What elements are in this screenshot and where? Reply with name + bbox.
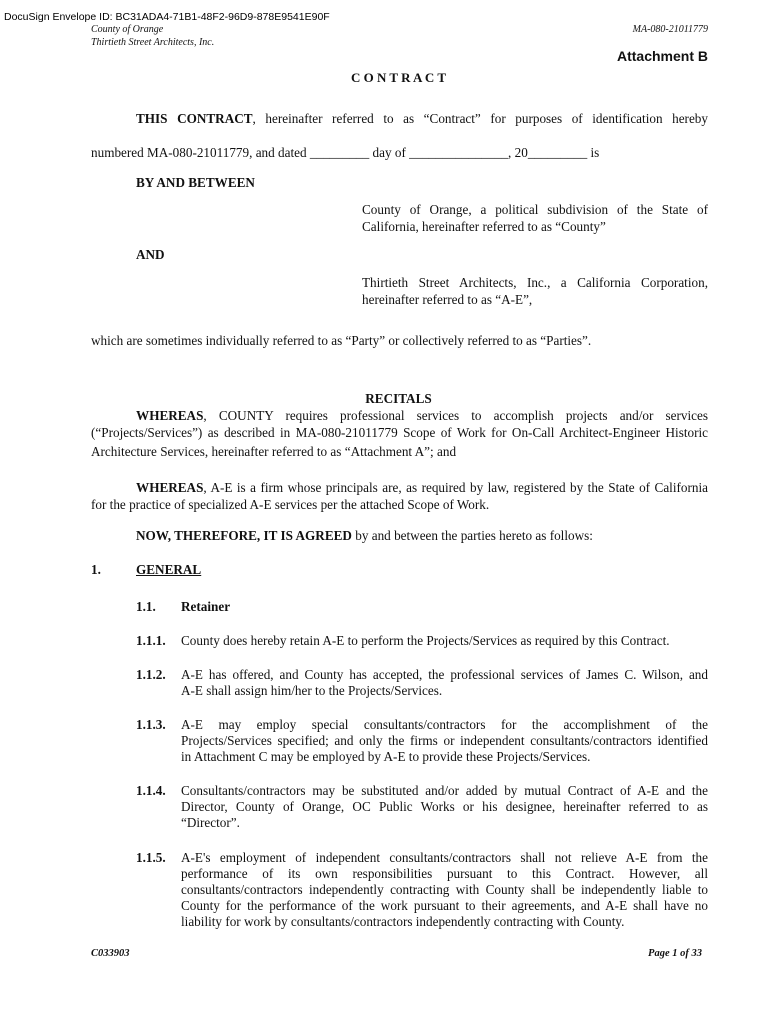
clause-line: liability for work by consultants/contractors independently contracting with County. xyxy=(181,914,625,929)
header-doc-number: MA-080-21011779 xyxy=(632,24,708,35)
attachment-label: Attachment B xyxy=(616,48,708,64)
whereas-1-line-3: Architecture Services, hereinafter referred to as “Attachment A”; and xyxy=(91,444,457,459)
ae-line-2: hereinafter referred to as “A-E”, xyxy=(362,292,533,307)
clause-line: County does hereby retain A-E to perform the Projects/Services as required by this Contract. xyxy=(181,633,670,648)
whereas-1-line-2: (“Projects/Services”) as described in MA-080-21011779 Scope of Work for On-Call Architect-Engineer Historic xyxy=(91,425,708,440)
by-and-between-heading: BY AND BETWEEN xyxy=(136,175,255,190)
county-line-2: California, hereinafter referred to as “County” xyxy=(362,219,606,234)
ae-line-1: Thirtieth Street Architects, Inc., a California Corporation, xyxy=(362,275,708,290)
section-1-title: GENERAL xyxy=(136,562,202,577)
clause-text xyxy=(181,783,708,831)
whereas-2-line-2: for the practice of specialized A-E services per the attached Scope of Work. xyxy=(91,497,490,512)
clause-line: A-E has offered, and County has accepted, the professional services of James C. Wilson, and xyxy=(181,667,708,682)
parties-definition: which are sometimes individually referred to as “Party” or collectively referred to as “Parties”. xyxy=(91,333,592,348)
clause-line: Projects/Services specified; and only the firms or independent consultants/contractors identified xyxy=(181,733,708,748)
clause-number: 1.1.5. xyxy=(136,850,166,865)
clause-number: 1.1.3. xyxy=(136,717,166,732)
clause-line: consultants/contractors independently contracting with County shall be independently liable to xyxy=(181,882,708,897)
clause-line: “Director”. xyxy=(181,815,240,830)
intro-line-2: numbered MA-080-21011779, and dated _________ day of _______________, 20_________ is xyxy=(91,145,600,160)
whereas-1-text: , COUNTY requires professional services to accomplish projects and/or services xyxy=(203,408,708,423)
header-party-2: Thirtieth Street Architects, Inc. xyxy=(91,37,215,48)
clause-line: performance of its own responsibilities pursuant to this Contract. However, all xyxy=(181,866,708,881)
clause-line: A-E shall assign him/her to the Projects/Services. xyxy=(181,683,443,698)
intro-lead: THIS CONTRACT xyxy=(136,111,253,126)
envelope-id: DocuSign Envelope ID: BC31ADA4-71B1-48F2-96D9-878E9541E90F xyxy=(4,11,330,23)
clause-text xyxy=(181,850,708,930)
county-line-1: County of Orange, a political subdivision of the State of xyxy=(362,202,708,217)
clause-text xyxy=(181,667,708,699)
contract-title: C O N T R A C T xyxy=(350,70,446,85)
now-therefore-line xyxy=(136,528,593,544)
whereas-2-keyword: WHEREAS xyxy=(136,480,204,495)
header-party-1: County of Orange xyxy=(91,24,164,35)
footer-code: C033903 xyxy=(91,948,130,959)
clause-line: A-E may employ special consultants/contractors for the accomplishment of the xyxy=(181,717,708,732)
page-number: Page 1 of 33 xyxy=(648,948,702,959)
and-heading: AND xyxy=(136,247,165,262)
whereas-1-line-1 xyxy=(136,408,708,424)
subsection-1-1-title: Retainer xyxy=(181,599,231,614)
clause-line: A-E's employment of independent consultants/contractors shall not relieve A-E from the xyxy=(181,850,708,865)
clause-number: 1.1.1. xyxy=(136,633,166,648)
whereas-2-line-1 xyxy=(136,480,708,496)
clause-number: 1.1.4. xyxy=(136,783,166,798)
whereas-2-text: , A-E is a firm whose principals are, as required by law, registered by the State of California xyxy=(203,480,708,495)
intro-lead-rest: , hereinafter referred to as “Contract” for purposes of identification hereby xyxy=(252,111,708,126)
clause-line: County for the performance of the work pursuant to their agreements, and A-E shall have no xyxy=(181,898,708,913)
now-therefore-text: by and between the parties hereto as follows: xyxy=(351,528,593,543)
clause-text xyxy=(181,717,708,765)
clause-line: Director, County of Orange, OC Public Works or his designee, hereinafter referred to as xyxy=(181,799,708,814)
section-1-number: 1. xyxy=(91,562,101,577)
clause-text xyxy=(181,633,708,649)
clause-number: 1.1.2. xyxy=(136,667,166,682)
recitals-heading: RECITALS xyxy=(365,391,432,406)
subsection-1-1-number: 1.1. xyxy=(136,599,156,614)
now-therefore-keyword: NOW, THEREFORE, IT IS AGREED xyxy=(136,528,352,543)
whereas-1-keyword: WHEREAS xyxy=(136,408,204,423)
intro-line-1 xyxy=(136,111,708,127)
clause-line: in Attachment C may be employed by A-E to provide these Projects/Services. xyxy=(181,749,591,764)
clause-line: Consultants/contractors may be substituted and/or added by mutual Contract of A-E and the xyxy=(181,783,708,798)
